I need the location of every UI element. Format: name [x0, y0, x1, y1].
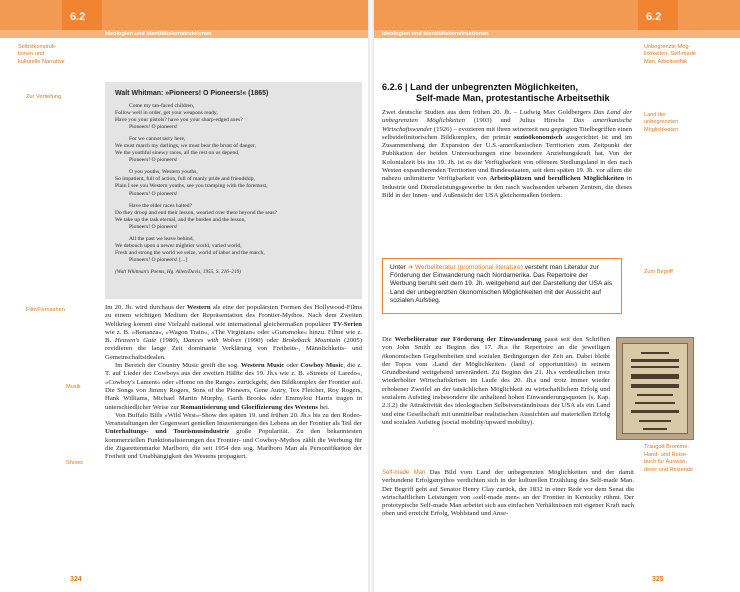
poem-title: Walt Whitman: »Pioneers! O Pioneers!« (1865) — [115, 90, 269, 97]
poem-line: Fresh and strong the world we seize, world of labor and the march, — [115, 249, 265, 256]
right-page-number: 325 — [652, 576, 664, 583]
left-margin-section: Selbstkonstruk- tionen und kulturelle Narrative — [18, 44, 65, 65]
poem-lines — [115, 103, 352, 264]
poem-line: Have you your pistols? have you your sharp-edged axes? — [115, 117, 243, 124]
selfmade-label: Self-made Man — [382, 470, 426, 476]
poem-line: Plain I see you Western youths, see you tramping with the foremost, — [115, 183, 268, 190]
right-chapter-number: 6.2 — [646, 11, 662, 23]
poem-line: Have the elder races halted? — [129, 202, 193, 209]
left-margin-music: Musik — [66, 384, 81, 390]
left-margin-film: Film/Fernsehen — [26, 307, 65, 313]
definition-term[interactable]: Werbeliteratur (promotional literature) — [414, 264, 523, 271]
gutter — [368, 0, 374, 592]
poem-line: Do they droop and end their lesson, wearied over there beyond the seas? — [115, 209, 278, 216]
section-heading-line1: 6.2.6 | Land der unbegrenzten Möglichkeiten, — [382, 82, 579, 92]
left-page-number: 324 — [70, 576, 82, 583]
poem-line: We the youthful sinewy races, all the rest on us depend, — [115, 150, 240, 157]
right-margin-term: Zum Begriff — [644, 269, 673, 275]
right-margin-selfmade: Self-made Man Das Bild vom Land der unbegrenzten Möglichkeiten und der damit verbundene Erfolgsmythos verdichten sich in der kulturellen Erzählung des Self-made Man. Der Begriff geht auf Senator Henry Clay zurück, der 1832 in einer Rede vor dem Senat die wirtschaftlichen Leistungen von »self-made men« an der Frontier in Kentucky rühmt. Der prototypische Self-made Man arbeitet sich aus einfachen Verhältnissen mit eigener Kraft nach oben und erreicht Erfolg, Wohlstand und Anse- — [382, 469, 634, 518]
right-margin-section: Unbegrenzte Mög- lichkeiten, Self-made Man, Arbeitsethik — [644, 44, 696, 65]
poem-line: Pioneers! O pioneers! — [129, 223, 178, 230]
poem-line: Pioneers! O pioneers! [...] — [129, 256, 188, 263]
book-cover-image — [616, 337, 694, 440]
section-heading — [382, 82, 610, 103]
left-margin-deepening: Zur Vertiefung — [26, 94, 62, 100]
left-margin-shows: Shows — [66, 460, 83, 466]
poem-line: Pioneers! O pioneers! — [129, 157, 178, 164]
book-caption: Traugott Bromme: Hand- und Reise- buch für Auswan- derer und Reisende — [644, 444, 694, 473]
poem-line: For we cannot tarry here, — [129, 136, 186, 143]
left-chapter-number: 6.2 — [70, 11, 86, 23]
right-header-bar — [374, 0, 740, 30]
poem-line: We debouch upon a newer mightier world, varied world, — [115, 242, 242, 249]
definition-lead: Unter — [390, 264, 406, 271]
poem-line: Follow well in order, get your weapons ready, — [115, 110, 218, 117]
right-intro-text: Zwei deutsche Studien aus dem frühen 20. Jh. – Ludwig Max Goldbergers Das Land der unbegrenzten Möglichkeiten (1903) und Julius Hirschs Das amerikanische Wirtschaftswunder (1926) – evozieren mit ihren seinerzeit neu geprägten Titelbegriffen einen selbstdefinitorischen Bildkomplex, der primär sozioökonomisch ausgerichtet ist und im Zusammenhang der Expansion der U.S.-amerikanischen Territorien zum Zeitpunkt der Publikation der beiden Untersuchungen eine besondere Anziehungskraft hat. Von der Kolonialzeit bis ins 19. Jh. ist es die Verfügbarkeit von offenem Siedlungsland in den nach Westen expandierenden Territorien und Bundesstaaten, seit dem späten 19. Jh. vor allem die nahezu unlimitierte Verfügbarkeit von Arbeitsplätzen und beruflichen Möglichkeiten in Industrie und Dienstleistungsgewerbe in den rasch wachsenden urbanen Zentren, die dieses Bild in der Innen- und Außensicht der USA gleichermaßen fördern. — [382, 109, 632, 199]
poem-line: Pioneers! O pioneers! — [129, 190, 178, 197]
right-chapter-title: Ideologien und Identitätskonstruktionen — [382, 31, 489, 37]
poem-line: Come my tan-faced children, — [129, 103, 195, 109]
poem-box — [105, 82, 362, 299]
poem-line: O you youths, Western youths, — [129, 169, 198, 176]
poem-source: (Walt Whitman's Poems, Hg. Allen/Davis, 1955, S. 216–219) — [115, 268, 241, 275]
section-heading-line2: Self-made Man, protestantische Arbeitsethik — [416, 92, 610, 103]
right-margin-land: Land der unbegrenzten Möglichkeiten — [644, 112, 679, 133]
definition-box — [382, 258, 622, 314]
definition-rest: versteht man Literatur zur Förderung der Einwanderung nach Nordamerika. Das Repertoire der Werbung beruht seit dem 19. Jh. weitgehend auf der Darstellung der USA als Land der unbegrenzten ökonomischen Möglichkeiten mit der Aussicht auf sozialen Aufstieg. — [390, 264, 613, 304]
poem-line: All the past we leave behind, — [129, 235, 194, 242]
left-header-bar — [0, 0, 368, 30]
arrow-icon: ➔ — [407, 264, 414, 271]
right-body-text-1: Die Werbeliteratur zur Förderung der Einwanderung passt seit den Schriften von John Smith zu Beginn des 17. Jh.s ihr Repertoire an die jeweiligen ökonomischen Gegebenheiten und sozialen Bedingungen der Zeit an. Dabei bleibt der Topos vom ›Land der Möglichkeiten‹ (land of opportunities) in seinem Grundbestand weitgehend unverändert. Zu Beginn des 21. Jh.s verdeutlichen trotz wiederholter Wirtschaftskrisen im Laufe des 20. Jh.s und trotz immer wieder erhobener Zweifel an der tatsächlichen Möglichkeit zu wirtschaftlichem Erfolg und sozialem Aufstieg insbesondere die anhaltend hohen Einwanderungsquoten (s. Kap. 2.3.2) die Attraktivität des ideologischen Selbstverständnisses der USA als ein Land und eine Gesellschaft mit unmittelbar realistischen Aussichten auf materiellen Erfolg und sozialen Aufstieg (social mobility/upward mobility). — [382, 336, 610, 426]
poem-line: So impatient, full of action, full of manly pride and friendship, — [115, 176, 255, 183]
poem-line: We take up the task eternal, and the burden and the lesson, — [115, 216, 246, 223]
poem-line: Pioneers! O pioneers! — [129, 124, 178, 131]
left-chapter-title: Ideologien und Identitätskonstruktionen — [105, 31, 212, 37]
poem-line: We must march my darlings, we must bear the brunt of danger, — [115, 143, 256, 150]
left-body-text: Im 20. Jh. wird durchaus der Western als eine der populärsten Formen des Hollywood-Films zu einem wichtigen Medium der Repräsentation des Frontier-Mythos. Nach dem Zweiten Weltkrieg kommt eine Vielzahl national wie international gleichermaßen populärer TV-Serien wie z. B. »Bonanza«, »Wagon Train«, »The Virginian« oder »Gunsmoke« hinzu. Filme wie z. B. Heaven's Gate (1980), Dances with Wolves (1990) oder Brokeback Mountain (2005) revidieren die lange Zeit dominante Verklärung von Freiheits-, Männlichkeits- und Gemeinschaftsidealen. Im Bereich der Country Music greift die sog. Western Music oder Cowboy Music, die z. T. auf Lieder der Cowboys aus der zweiten Hälfte des 19. Jh.s wie z. B. »Streets of Laredo«, »Cowboy's Lament« oder »Home on the Range« zurückgeht, den Bildkomplex der Frontier auf. Die Songs von Jimmy Rogers, Sons of the Pioneers, Gene Autry, Tex Fletcher, Roy Rogers, Hank Williams, Michael Martin Murphy, Garth Brooks oder Emmylou Harris tragen in unterschiedlicher Weise zur Romantisierung und Glorifizierung des Westens bei. Von Buffalo Bills »Wild West«-Show des späten 19. und frühen 20. Jh.s bis zu den Rodeo-Veranstaltungen der Gegenwart genießen Inszenierungen des Lebens an der Frontier als Teil der Unterhaltungs- und Tourismusindustrie große Popularität. Zu den bekanntesten kommerziellen Funktionalisierungen des Frontier- und Cowboy-Mythos zählt die Werbung für die Zigarettenmarke Marlboro, die seit 1954 den sog. Marlboro Man als Personifikation der Freiheit und Unabhängigkeit des Westens propagiert. — [105, 304, 363, 461]
